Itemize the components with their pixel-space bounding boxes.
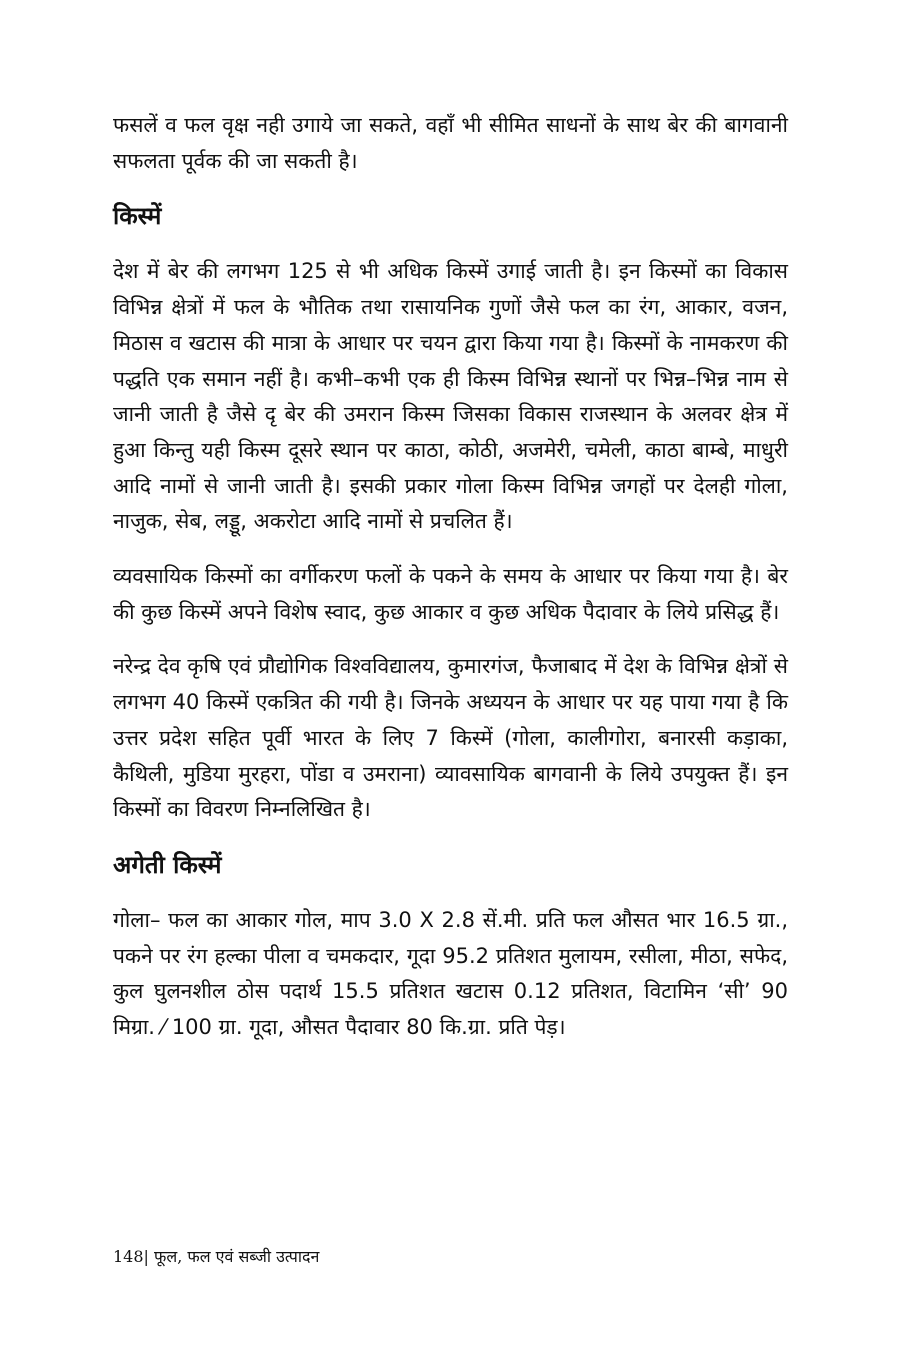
footer-separator: | bbox=[143, 1247, 149, 1266]
page-number: 148 bbox=[113, 1247, 144, 1266]
paragraph-intro: फसलें व फल वृक्ष नही उगाये जा सकते, वहाँ भी सीमित साधनों के साथ बेर की बागवानी सफलता पूर्वक की जा सकती है। bbox=[113, 113, 788, 173]
paragraph-university-study: नरेन्द्र देव कृषि एवं प्रौद्योगिक विश्वविद्यालय, कुमारगंज, फैजाबाद में देश के विभिन्न क्षेत्रों से लगभग 40 किस्में एकत्रित की गयी है। जिनके अध्ययन के आधार पर यह पाया गया है कि उत्तर प्रदेश सहित पूर्वी भारत के लिए 7 किस्में (गोला, कालीगोरा, बनारसी कड़ाका, कैथिली, मुडिया मुरहरा, पोंडा व उमराना) व्यावसायिक बागवानी के लिये उपयुक्त हैं। इन किस्मों का विवरण निम्नलिखित है। bbox=[113, 654, 788, 822]
page-content bbox=[113, 108, 788, 1046]
paragraph-varieties-overview: देश में बेर की लगभग 125 से भी अधिक किस्में उगाई जाती है। इन किस्मों का विकास विभिन्न क्षेत्रों में फल के भौतिक तथा रासायनिक गुणों जैसे फल का रंग, आकार, वजन, मिठास व खटास की मात्रा के आधार पर चयन द्वारा किया गया है। किस्मों के नामकरण की पद्धति एक समान नहीं है। कभी–कभी एक ही किस्म विभिन्न स्थानों पर भिन्न–भिन्न नाम से जानी जाती है जैसे दृ बेर की उमरान किस्म जिसका विकास राजस्थान के अलवर क्षेत्र में हुआ किन्तु यही किस्म दूसरे स्थान पर काठा, कोठी, अजमेरी, चमेली, काठा बाम्बे, माधुरी आदि नामों से जानी जाती है। इसकी प्रकार गोला किस्म विभिन्न जगहों पर देलही गोला, नाजुक, सेब, लड्डू, अकरोटा आदि नामों से प्रचलित हैं। bbox=[113, 259, 788, 534]
paragraph-gola-variety: गोला– फल का आकार गोल, माप 3.0 X 2.8 सें.मी. प्रति फल औसत भार 16.5 ग्रा., पकने पर रंग हल्का पीला व चमकदार, गूदा 95.2 प्रतिशत मुलायम, रसीला, मीठा, सफेद, कुल घुलनशील ठोस पदार्थ 15.5 प्रतिशत खटास 0.12 प्रतिशत, विटामिन ‘सी’ 90 मिग्रा. ⁄ 100 ग्रा. गूदा, औसत पैदावार 80 कि.ग्रा. प्रति पेड़। bbox=[113, 907, 788, 1040]
page-footer bbox=[113, 1246, 319, 1268]
heading-varieties: किस्में bbox=[113, 202, 162, 231]
book-title: फूल, फल एवं सब्जी उत्पादन bbox=[148, 1247, 320, 1266]
heading-early-varieties: अगेती किस्में bbox=[113, 850, 222, 879]
paragraph-classification: व्यवसायिक किस्मों का वर्गीकरण फलों के पकने के समय के आधार पर किया गया है। बेर की कुछ किस्में अपने विशेष स्वाद, कुछ आकार व कुछ अधिक पैदावार के लिये प्रसिद्ध हैं। bbox=[113, 564, 788, 624]
